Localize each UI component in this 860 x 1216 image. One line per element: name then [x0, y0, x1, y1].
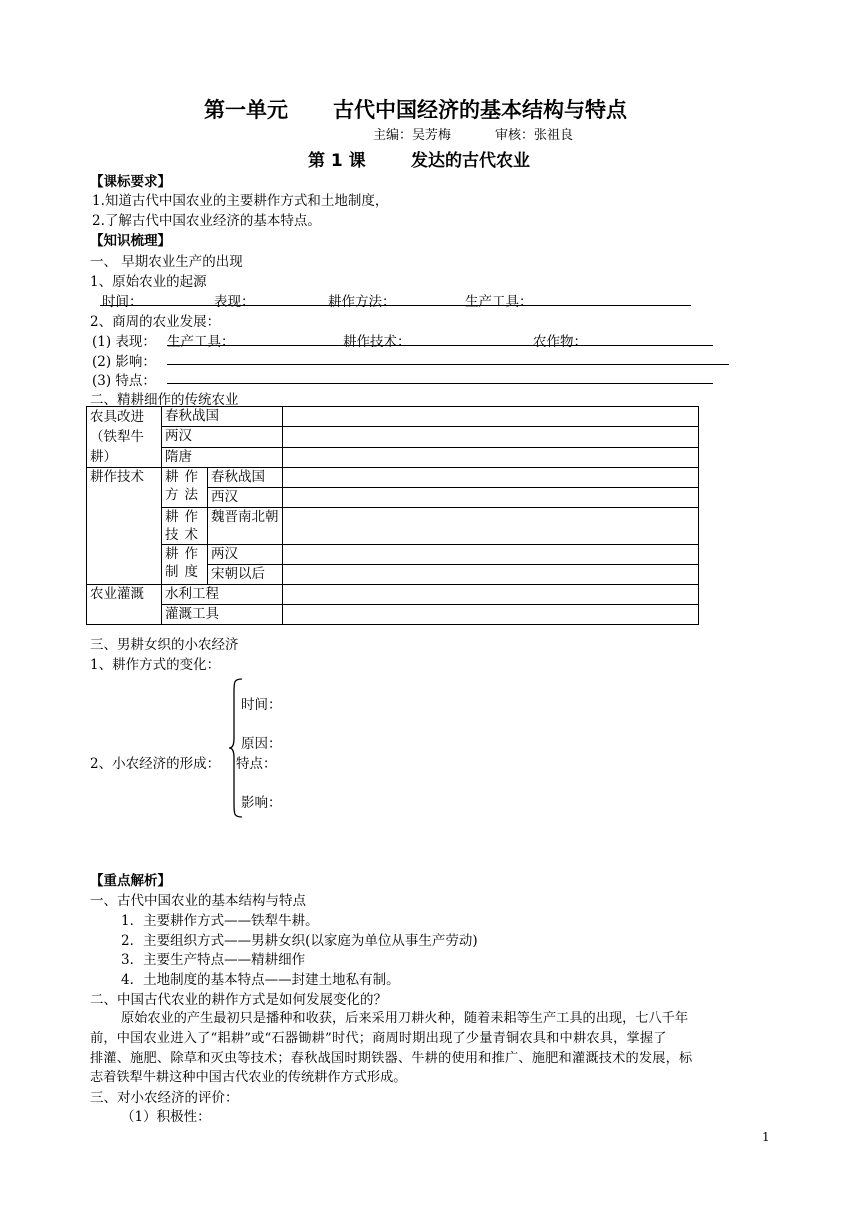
section-1: 一、 早期农业生产的出现	[90, 254, 243, 270]
table-row	[87, 585, 699, 605]
answer-cell[interactable]	[283, 605, 699, 625]
unit-title-right: 古代中国经济的基本结构与特点	[333, 98, 627, 122]
small-economy-features: 特点：	[236, 756, 277, 772]
analysis-point-3: 三、对小农经济的评价：	[90, 1090, 239, 1106]
paragraph-line: 原始农业的产生最初只是播种和收获，后来采用刀耕火种，随着耒耜等生产工具的出现，七八千年	[121, 1011, 689, 1026]
blank-line-shang-influence[interactable]	[167, 364, 729, 365]
answer-cell[interactable]	[283, 427, 699, 447]
section-1-2-1: (1) 表现：	[92, 334, 156, 350]
answer-cell[interactable]	[283, 545, 699, 565]
small-economy-cause: 原因：	[241, 736, 282, 752]
answer-cell[interactable]	[283, 488, 699, 508]
group-irrigation-label: 农业灌溉	[87, 585, 162, 625]
answer-cell[interactable]	[283, 585, 699, 605]
agriculture-table	[86, 406, 699, 625]
period-cell: 灌溉工具	[162, 605, 283, 625]
section-3-1: 1、耕作方式的变化：	[90, 657, 221, 673]
analysis-heading: 【重点解析】	[90, 873, 171, 889]
analysis-item-2: 2．主要组织方式——男耕女织(以家庭为单位从事生产劳动)	[121, 933, 478, 949]
period-cell: 魏晋南北朝	[208, 508, 283, 545]
answer-cell[interactable]	[283, 508, 699, 545]
period-cell: 西汉	[208, 488, 283, 508]
analysis-item-4: 4．土地制度的基本特点——封建土地私有制。	[121, 972, 400, 988]
group-tools-cell	[87, 407, 162, 468]
table-row	[87, 427, 699, 447]
unit-title-left: 第一单元	[204, 98, 288, 122]
paragraph-line: 排灌、施肥、除草和灭虫等技术；春秋战国时期铁器、牛耕的使用和推广、施肥和灌溉技术的发展，标	[90, 1051, 693, 1066]
analysis-item-1: 1．主要耕作方式——铁犁牛耕。	[121, 913, 319, 929]
answer-cell[interactable]	[283, 407, 699, 427]
analysis-point-1: 一、古代中国农业的基本结构与特点	[90, 893, 306, 909]
table-row	[87, 407, 699, 427]
analysis-point-2: 二、中国古代农业的耕作方式是如何发展变化的？	[90, 992, 387, 1008]
reviewer-label: 审核：张祖良	[495, 128, 574, 143]
answer-cell[interactable]	[283, 565, 699, 585]
period-cell: 春秋战国	[208, 468, 283, 488]
section-1-2-2: (2) 影响：	[92, 354, 156, 370]
blank-line-origin[interactable]	[100, 305, 691, 306]
answer-cell[interactable]	[283, 447, 699, 467]
section-1-2: 2、商周的农业发展：	[90, 314, 221, 330]
small-economy-influence: 影响：	[241, 795, 282, 811]
subgroup-tech-label: 耕作技术	[162, 508, 208, 545]
table-row	[87, 468, 699, 488]
group-tech-label: 耕作技术	[87, 468, 162, 585]
editor-label: 主编：吴芳梅	[373, 128, 452, 143]
standards-item-2: 2.了解古代中国农业经济的基本特点。	[92, 213, 321, 229]
field-shang-tech-label: 耕作技术：	[343, 334, 411, 350]
period-cell: 宋朝以后	[208, 565, 283, 585]
analysis-item-3: 3．主要生产特点——精耕细作	[121, 952, 306, 968]
answer-cell[interactable]	[283, 468, 699, 488]
page-number: 1	[762, 1130, 770, 1144]
subgroup-system-label: 耕作制度	[162, 545, 208, 585]
paragraph-line: 志着铁犁牛耕这种中国古代农业的传统耕作方式形成。	[90, 1070, 407, 1085]
lesson-title: 发达的古代农业	[411, 151, 530, 171]
period-cell: 两汉	[162, 427, 283, 447]
section-1-2-3: (3) 特点：	[92, 373, 156, 389]
paragraph-line: 前，中国农业进入了“耜耕”或“石器锄耕”时代；商周时期出现了少量青铜农具和中耕农具，掌握了	[90, 1031, 667, 1046]
group-tools-label: 农具改进（铁犁牛耕）	[90, 409, 144, 465]
field-shang-crops-label: 农作物：	[533, 334, 587, 350]
table-row	[87, 545, 699, 565]
standards-heading: 【课标要求】	[90, 174, 171, 190]
subgroup-method-label: 耕作方法	[162, 468, 208, 508]
lesson-number: 第 1 课	[308, 151, 366, 171]
period-cell: 隋唐	[162, 447, 283, 467]
section-1-1: 1、原始农业的起源	[90, 274, 207, 290]
blank-line-shang-features[interactable]	[167, 383, 713, 384]
blank-line-shang-expression[interactable]	[167, 345, 713, 346]
table-row	[87, 447, 699, 467]
field-shang-tools-label: 生产工具：	[167, 334, 235, 350]
period-cell: 水利工程	[162, 585, 283, 605]
analysis-point-3-1: （1）积极性：	[121, 1109, 211, 1125]
period-cell: 春秋战国	[162, 407, 283, 427]
field-time: 时间：	[102, 294, 143, 310]
small-economy-time: 时间：	[241, 697, 282, 713]
standards-item-1: 1.知道古代中国农业的主要耕作方式和土地制度，	[92, 193, 389, 209]
table-row	[87, 605, 699, 625]
knowledge-heading: 【知识梳理】	[90, 233, 171, 249]
section-2: 二、精耕细作的传统农业	[90, 392, 239, 408]
section-3-2: 2、小农经济的形成：	[90, 756, 221, 772]
period-cell: 两汉	[208, 545, 283, 565]
field-expression: 表现：	[214, 294, 255, 310]
field-tools: 生产工具：	[465, 294, 533, 310]
section-3: 三、男耕女织的小农经济	[90, 637, 239, 653]
field-farming-method: 耕作方法：	[328, 294, 396, 310]
